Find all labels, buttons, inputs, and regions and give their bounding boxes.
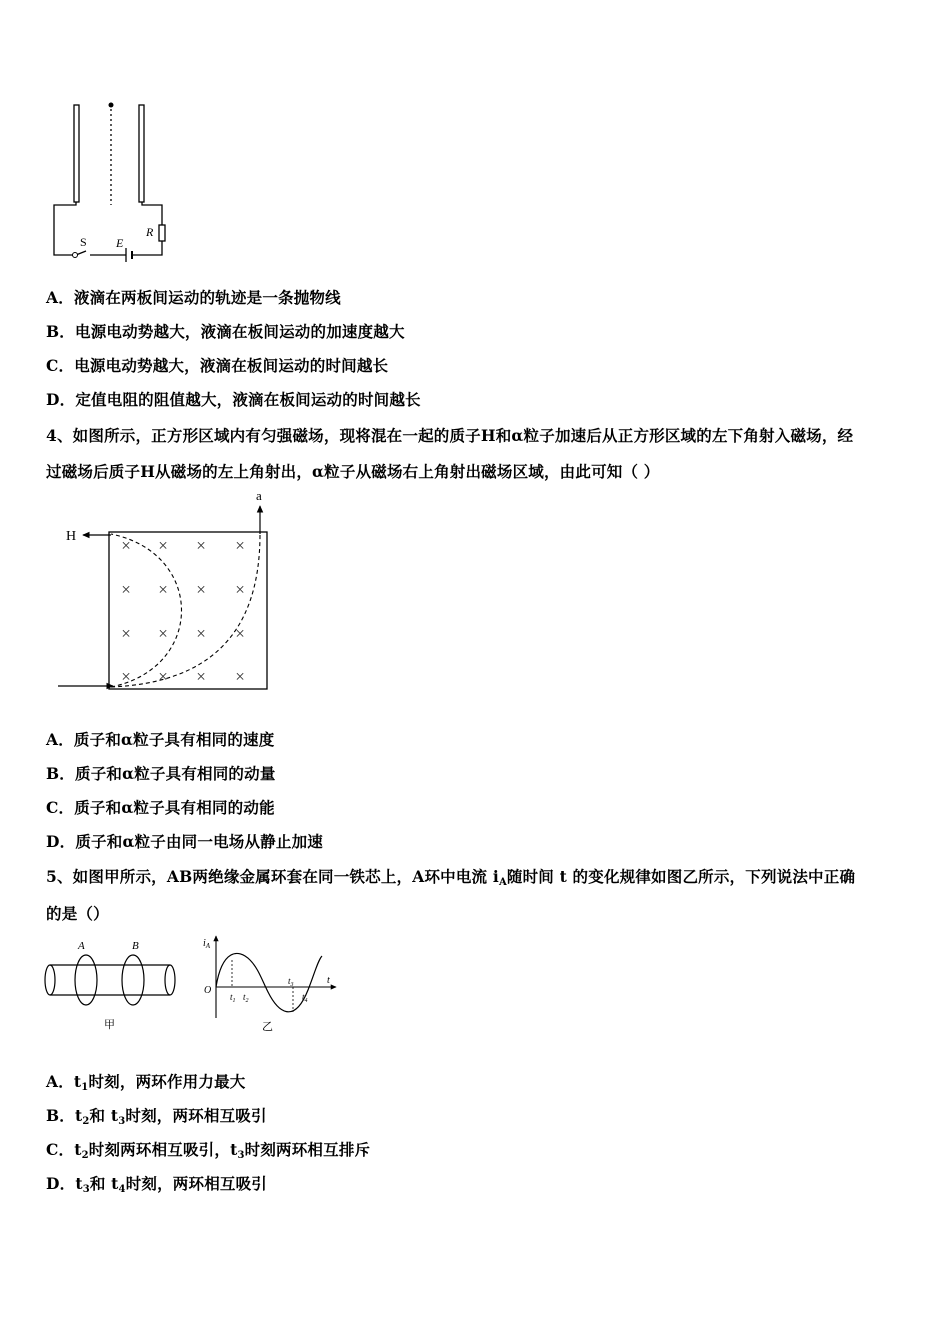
label-s: S [80,235,87,249]
q3-option-c: C．电源电动势越大，液滴在板间运动的时间越长 [46,356,389,375]
magnetic-field-figure [55,488,285,703]
q4-stem-line1: 4、如图所示，正方形区域内有匀强磁场，现将混在一起的质子H和α粒子加速后从正方形区域的左下角射入磁场，经 [46,426,854,445]
field-cross: × [196,624,206,643]
label-r: R [146,225,154,239]
caption-jia: 甲 [104,1019,115,1031]
x-label: t [327,975,330,986]
label-e: E [116,236,124,250]
field-cross: × [196,536,206,555]
label-a: a [256,488,262,503]
origin-label: O [204,985,212,996]
label-ring-b: B [132,940,139,952]
droplet [109,103,114,108]
field-cross: × [235,536,245,555]
q4-stem-line2: 过磁场后质子H从磁场的左上角射出，α粒子从磁场右上角射出磁场区域，由此可知（ ） [46,462,660,481]
q5-option-b: B．$t_2$和 $t_3$时刻，两环相互吸引 [46,1106,267,1127]
q5-option-d: D．$t_3$和 $t_4$时刻，两环相互吸引 [46,1174,268,1195]
capacitor-circuit-figure [40,95,180,270]
tick-t4: $t_4$ [302,992,308,1004]
y-label: $i_A$ [203,938,211,950]
ring-b [122,955,144,1005]
label-h: H [66,529,77,544]
q5-option-a: A．$t_1$时刻，两环作用力最大 [46,1072,246,1093]
field-cross: × [235,667,245,686]
right-plate [139,105,144,202]
tick-t2: $t_2$ [243,992,249,1004]
resistor [159,225,165,241]
caption-yi: 乙 [262,1021,273,1033]
q4-option-b: B．质子和α粒子具有相同的动量 [46,764,276,783]
field-cross: × [196,580,206,599]
core-end [165,965,175,995]
ring-a [75,955,97,1005]
field-cross: × [121,667,131,686]
field-cross: × [158,624,168,643]
tick-t1: $t_1$ [230,992,236,1004]
q5-stem-line1: 5、如图甲所示，AB两绝缘金属环套在同一铁芯上，A环中电流 $i_A$随时间 t 的变化规律如图乙所示，下列说法中正确 [46,867,856,888]
field-cross: × [235,580,245,599]
field-cross: × [121,536,131,555]
left-plate [74,105,79,202]
field-cross: × [158,536,168,555]
field-cross: × [121,624,131,643]
field-cross: × [196,667,206,686]
field-cross: × [158,667,168,686]
alpha-path [111,534,260,687]
q5-option-c: C．$t_2$时刻两环相互吸引，$t_3$时刻两环相互排斥 [46,1140,371,1161]
q4-option-c: C．质子和α粒子具有相同的动能 [46,798,275,817]
field-cross: × [158,580,168,599]
field-square [109,532,267,689]
q3-option-b: B．电源电动势越大，液滴在板间运动的加速度越大 [46,322,405,341]
q4-option-d: D．质子和α粒子由同一电场从静止加速 [46,832,323,851]
tick-t3: $t_3$ [288,976,294,988]
field-cross: × [121,580,131,599]
field-cross: × [235,624,245,643]
q4-option-a: A．质子和α粒子具有相同的速度 [46,730,275,749]
q5-stem-line2: 的是（） [46,904,109,923]
q3-option-a: A．液滴在两板间运动的轨迹是一条抛物线 [46,288,341,307]
q3-option-d: D．定值电阻的阻值越大，液滴在板间运动的时间越长 [46,390,421,409]
proton-path [111,534,182,687]
rings-on-core-figure [42,935,182,1035]
label-ring-a: A [78,940,85,952]
current-time-graph [198,930,343,1035]
